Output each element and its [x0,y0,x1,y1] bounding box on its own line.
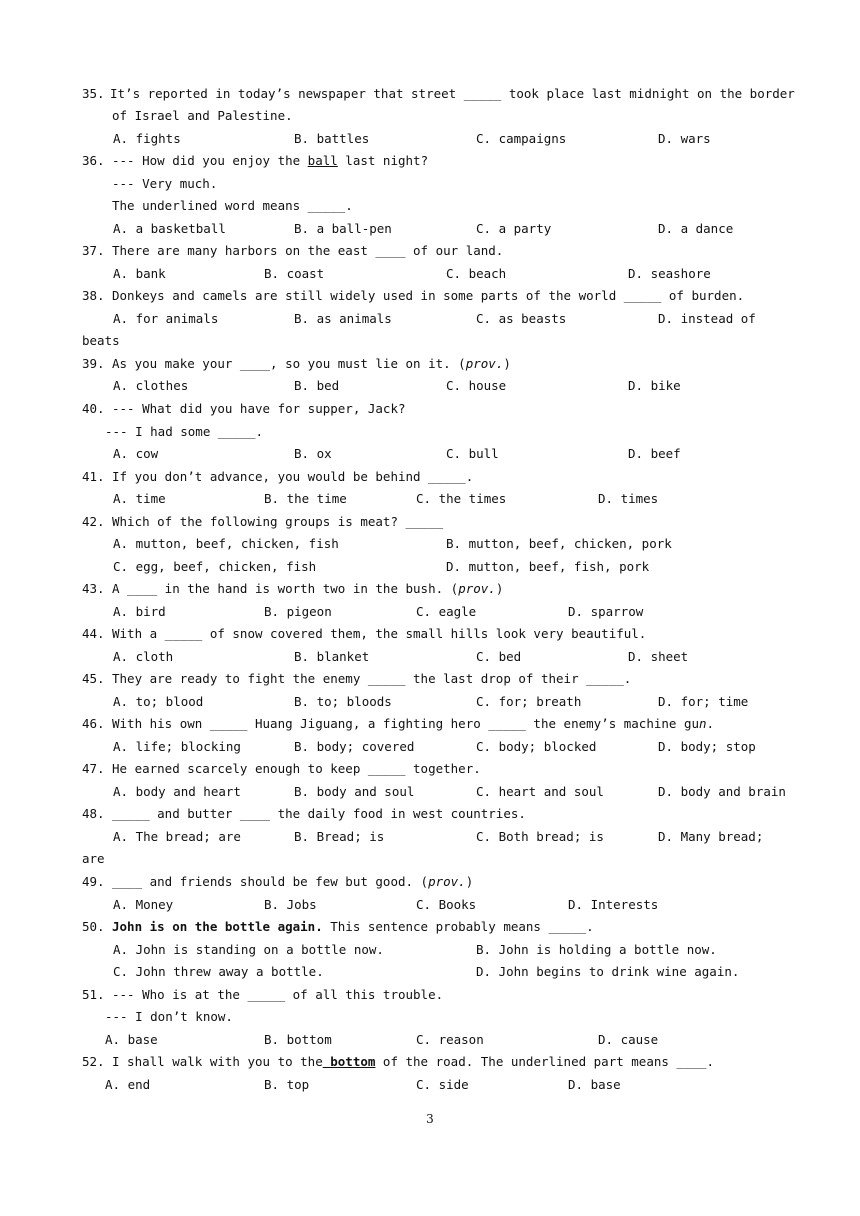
option-a: A. time [113,491,166,506]
q47-stem-line [0,758,481,780]
stem-text: ____ and friends should be few but good. ( [112,874,429,889]
option-c: C. egg, beef, chicken, fish [113,559,317,574]
stem-text: With his own _____ Huang Jiguang, a fighting hero _____ the enemy’s machine gu [112,716,699,731]
question-number: 40. [82,401,105,416]
q50-options-cd [0,961,740,983]
option-c: C. beach [446,266,507,281]
q51-dialogue-2 [0,1006,233,1028]
q47-options [0,781,786,803]
question-stem [112,713,714,735]
question-stem [112,1051,714,1073]
proverb-note: prov. [465,356,504,371]
option-c: C. house [446,378,507,393]
option-d: D. base [568,1077,621,1092]
option-a: A. bank [113,266,166,281]
question-dialogue [112,150,428,172]
option-d-wrap: are [82,851,105,866]
question-number: 51. [82,987,105,1002]
option-a: A. for animals [113,311,219,326]
q39-options [0,375,681,397]
option-c: C. campaigns [476,131,567,146]
option-b: B. top [264,1077,310,1092]
question-number: 43. [82,581,105,596]
option-d: D. body and brain [658,784,786,799]
q48-options [0,826,764,848]
underlined-word: ball [307,153,338,168]
q48-stem-line [0,803,526,825]
option-b: B. mutton, beef, chicken, pork [446,536,672,551]
q52-stem-line [0,1051,715,1073]
question-stem [112,578,503,600]
option-b: B. bottom [264,1032,332,1047]
q49-options [0,894,659,916]
stem-end: ) [465,874,474,889]
q40-dialogue-2 [0,421,264,443]
option-c: C. Books [416,897,477,912]
q38-options [0,308,756,330]
question-dialogue: --- I had some _____. [105,424,264,439]
stem-text: As you make your ____, so you must lie on it. ( [112,356,466,371]
q51-dialogue-1 [0,984,444,1006]
q43-stem-line [0,578,504,600]
question-stem: Which of the following groups is meat? _____ [112,514,444,529]
option-a: A. life; blocking [113,739,241,754]
q42-options-cd [0,556,650,578]
option-d: D. instead of [658,311,756,326]
question-stem: They are ready to fight the enemy _____ the last drop of their _____. [112,671,632,686]
q44-stem-line [0,623,647,645]
stem-text: A ____ in the hand is worth two in the bush. ( [112,581,459,596]
question-number: 49. [82,874,105,889]
q39-stem-line [0,353,511,375]
option-d: D. wars [658,131,711,146]
question-dialogue: --- I don’t know. [105,1009,233,1024]
option-c: C. for; breath [476,694,582,709]
question-number: 36. [82,153,105,168]
option-d: D. bike [628,378,681,393]
question-number: 42. [82,514,105,529]
question-stem [112,916,594,938]
page-number: 3 [426,1112,434,1126]
option-d: D. times [598,491,659,506]
option-c: C. side [416,1077,469,1092]
question-stem [112,871,473,893]
q52-options [0,1074,621,1096]
q36-stem-line [0,195,353,217]
option-d: D. cause [598,1032,659,1047]
option-c: C. body; blocked [476,739,597,754]
option-d: D. beef [628,446,681,461]
proverb-note: prov. [458,581,496,596]
proverb-note: prov. [428,874,466,889]
option-a: A. a basketball [113,221,226,236]
q50-options-ab [0,939,717,961]
option-b: B. a ball-pen [294,221,392,236]
q37-options [0,263,711,285]
option-b: B. Bread; is [294,829,385,844]
question-number: 47. [82,761,105,776]
option-d: D. for; time [658,694,749,709]
option-c: C. the times [416,491,507,506]
question-stem [112,353,511,375]
stem-end: . [706,716,715,731]
option-b: B. as animals [294,311,392,326]
q42-options-ab [0,533,672,555]
question-stem: There are many harbors on the east ____ of our land. [112,243,504,258]
question-number: 39. [82,356,105,371]
option-a: A. John is standing on a bottle now. [113,942,384,957]
question-dialogue: --- What did you have for supper, Jack? [112,401,406,416]
option-b: B. body; covered [294,739,415,754]
dialogue-text: --- How did you enjoy the [112,153,308,168]
q41-stem-line [0,466,474,488]
option-a: A. cloth [113,649,174,664]
option-a: A. base [105,1032,158,1047]
stem-text: This sentence probably means _____. [322,919,594,934]
question-stem-cont: of Israel and Palestine. [112,108,293,123]
option-a: A. cow [113,446,159,461]
question-stem: If you don’t advance, you would be behind _____. [112,469,474,484]
option-b: B. battles [294,131,370,146]
q41-options [0,488,659,510]
stem-end: of the road. The underlined part means ____. [375,1054,715,1069]
question-number: 46. [82,716,105,731]
q35-stem-line-2 [0,105,293,127]
question-number: 37. [82,243,105,258]
question-number: 44. [82,626,105,641]
option-b: B. pigeon [264,604,332,619]
q45-stem-line [0,668,632,690]
option-d: D. body; stop [658,739,756,754]
q43-options [0,601,644,623]
question-stem: It’s reported in today’s newspaper that street _____ took place last midnight on the border [110,86,795,101]
option-a: A. Money [113,897,174,912]
option-c: C. bull [446,446,499,461]
stem-text: I shall walk with you to the [112,1054,323,1069]
q38-option-wrap [0,330,120,352]
question-dialogue: --- Very much. [112,176,218,191]
option-a: A. end [105,1077,151,1092]
question-number: 52. [82,1054,105,1069]
option-d: D. Interests [568,897,659,912]
q48-option-wrap [0,848,105,870]
q35-stem-line [0,83,795,105]
stem-end: ) [495,581,504,596]
q44-options [0,646,689,668]
q50-stem-line [0,916,594,938]
option-a: A. body and heart [113,784,241,799]
option-d: D. a dance [658,221,734,236]
option-a: A. fights [113,131,181,146]
question-number: 41. [82,469,105,484]
option-d: D. sheet [628,649,689,664]
q35-options [0,128,711,150]
option-b: B. body and soul [294,784,415,799]
question-number: 38. [82,288,105,303]
q40-options [0,443,681,465]
option-c: C. a party [476,221,552,236]
option-c: C. as beasts [476,311,567,326]
option-d: D. mutton, beef, fish, pork [446,559,650,574]
option-c: C. Both bread; is [476,829,604,844]
q51-options [0,1029,659,1051]
stem-italic-letter: n [699,716,707,731]
option-d: D. sparrow [568,604,644,619]
q38-stem-line [0,285,745,307]
option-d: D. John begins to drink wine again. [476,964,740,979]
q46-stem-line [0,713,715,735]
option-b: B. the time [264,491,347,506]
option-c: C. bed [476,649,522,664]
option-a: A. bird [113,604,166,619]
option-a: A. to; blood [113,694,204,709]
q36-dialogue-2 [0,173,218,195]
stem-end: ) [503,356,511,371]
question-stem: He earned scarcely enough to keep _____ together. [112,761,481,776]
question-number: 45. [82,671,105,686]
q49-stem-line [0,871,474,893]
option-b: B. bed [294,378,340,393]
option-b: B. blanket [294,649,370,664]
question-stem: With a _____ of snow covered them, the small hills look very beautiful. [112,626,647,641]
bold-sentence: John is on the bottle again. [112,919,323,934]
question-stem: The underlined word means _____. [112,198,353,213]
option-c: C. John threw away a bottle. [113,964,324,979]
q40-dialogue-1 [0,398,406,420]
q45-options [0,691,749,713]
option-b: B. to; bloods [294,694,392,709]
q42-stem-line [0,511,444,533]
dialogue-text-end: last night? [337,153,429,168]
question-number: 50. [82,919,105,934]
option-a: A. mutton, beef, chicken, fish [113,536,339,551]
option-c: C. eagle [416,604,477,619]
question-dialogue: --- Who is at the _____ of all this trouble. [112,987,444,1002]
question-stem: _____ and butter ____ the daily food in west countries. [112,806,526,821]
question-number: 35. [82,86,105,101]
question-number: 48. [82,806,105,821]
q37-stem-line [0,240,504,262]
option-b: B. coast [264,266,325,281]
question-stem: Donkeys and camels are still widely used in some parts of the world _____ of burden. [112,288,745,303]
option-c: C. heart and soul [476,784,604,799]
option-c: C. reason [416,1032,484,1047]
option-b: B. ox [294,446,332,461]
underlined-word: bottom [322,1054,376,1069]
option-d-wrap: beats [82,333,120,348]
option-b: B. Jobs [264,897,317,912]
q36-dialogue-1 [0,150,429,172]
option-a: A. The bread; are [113,829,241,844]
q46-options [0,736,756,758]
option-b: B. John is holding a bottle now. [476,942,717,957]
option-a: A. clothes [113,378,189,393]
option-d: D. seashore [628,266,711,281]
q36-options [0,218,734,240]
option-d: D. Many bread; [658,829,764,844]
